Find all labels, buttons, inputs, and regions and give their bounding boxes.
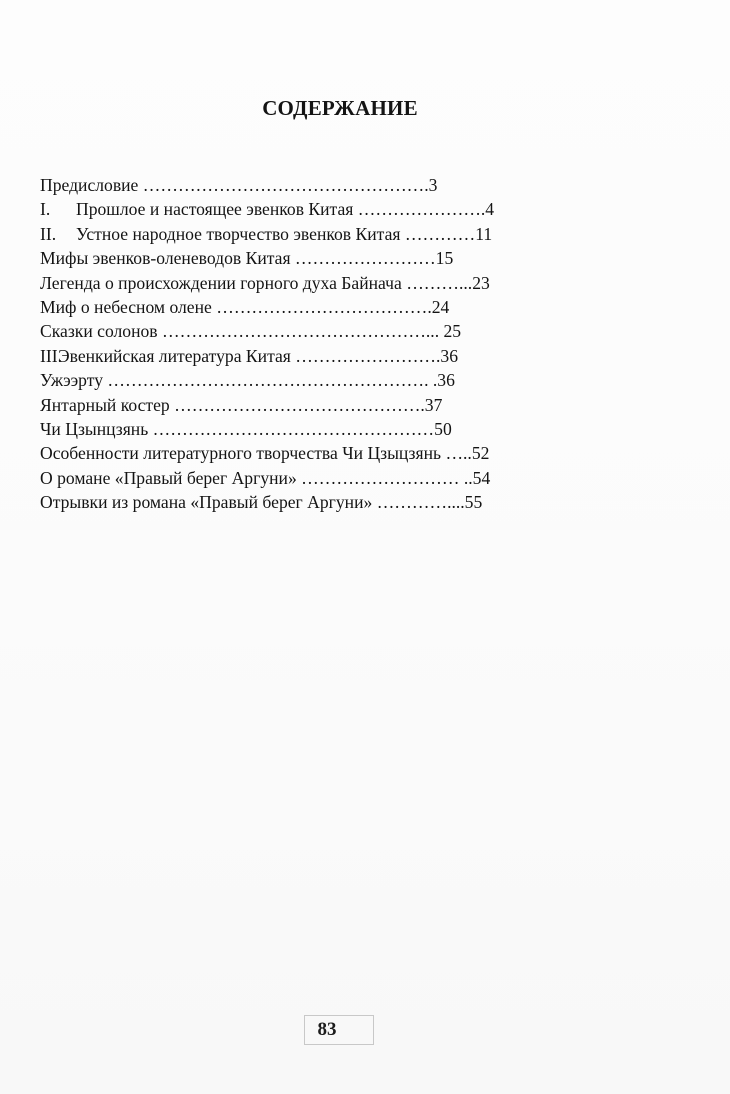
toc-entry-text: О романе «Правый берег Аргуни» ……………………… ..54: [40, 467, 491, 488]
toc-entry: [40, 490, 600, 514]
toc-entry: [40, 246, 600, 270]
toc-entry: [40, 466, 600, 490]
toc-entry-text: Сказки солонов ………………………………………... 25: [40, 321, 462, 342]
toc-entry-text: Устное народное творчество эвенков Китая …………11: [76, 223, 493, 244]
toc-entry-text: Легенда о происхождении горного духа Байнача ………...23: [40, 272, 490, 293]
toc-entry-text: Предисловие ………………………………………….3: [40, 175, 438, 195]
page-title: СОДЕРЖАНИЕ: [262, 96, 418, 120]
toc-entry: [40, 271, 600, 295]
toc-entry-text: Эвенкийская литература Китая …………………….36: [58, 345, 459, 366]
toc-entry-number: II.: [40, 223, 57, 244]
toc-entry-number: I.: [40, 199, 51, 220]
toc-entry-text: Янтарный костер …………………………………….37: [40, 394, 443, 415]
toc-entry: [40, 344, 600, 368]
table-of-contents: [40, 173, 600, 514]
toc-entry-text: Чи Цзынцзянь …………………………………………50: [40, 418, 452, 439]
toc-entry: [40, 393, 600, 417]
toc-entry: [40, 319, 600, 343]
toc-entry-text: Миф о небесном олене ……………………………….24: [40, 296, 450, 317]
toc-entry-text: Мифы эвенков-оленеводов Китая ……………………15: [40, 248, 454, 269]
toc-entry: [40, 441, 600, 465]
toc-entry-number: III.: [40, 345, 62, 366]
toc-entry: [40, 173, 600, 197]
page-number: 83: [317, 1019, 337, 1040]
page-number-box: [304, 1015, 374, 1045]
toc-entry: [40, 368, 600, 392]
toc-entry-text: Отрывки из романа «Правый берег Аргуни» …………....55: [40, 492, 483, 513]
toc-entry-text: Ужээрту ………………………………………………. .36: [40, 370, 455, 391]
toc-entry-text: Прошлое и настоящее эвенков Китая ………………….4: [76, 199, 495, 220]
toc-entry-text: Особенности литературного творчества Чи Цзыцзянь …..52: [40, 443, 490, 464]
toc-entry: [40, 197, 600, 221]
toc-entry: [40, 222, 600, 246]
toc-entry: [40, 417, 600, 441]
toc-entry: [40, 295, 600, 319]
